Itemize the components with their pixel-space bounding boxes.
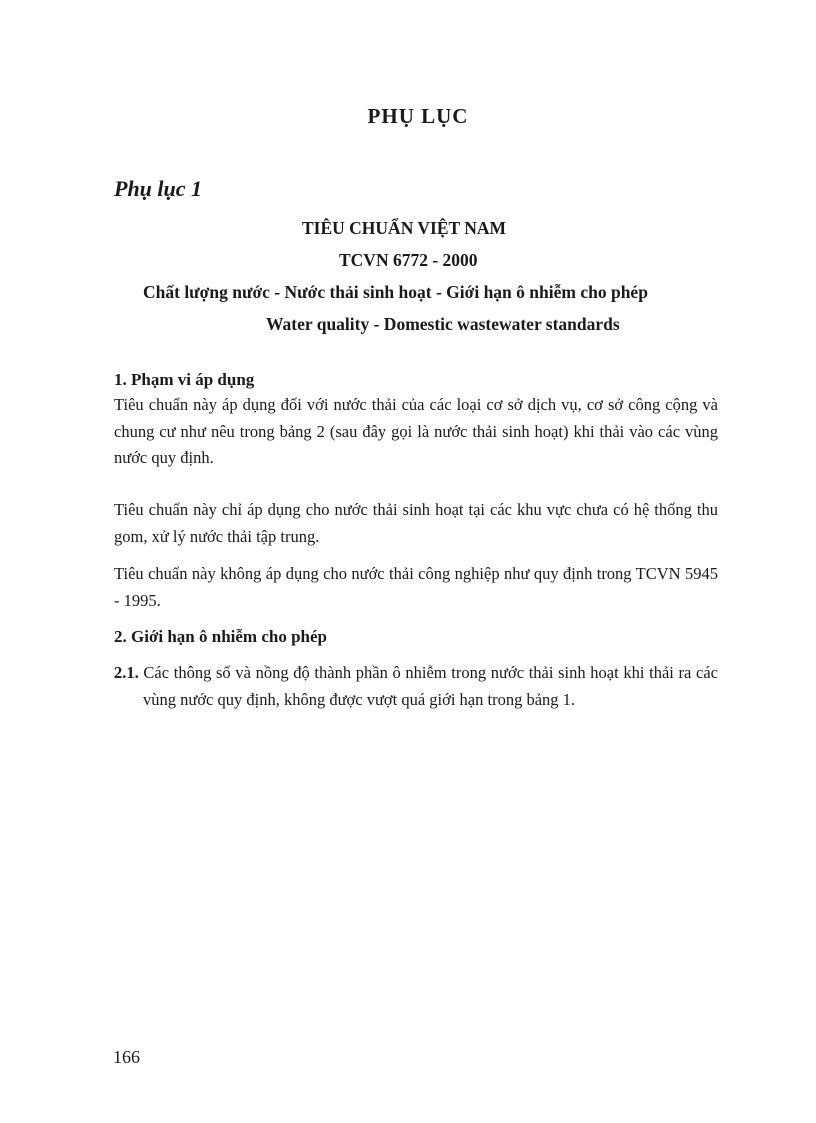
section-1-paragraph: Tiêu chuẩn này không áp dụng cho nước thải công nghiệp như quy định trong TCVN 5945 - 1995.	[114, 564, 718, 610]
section-2-heading: 2. Giới hạn ô nhiễm cho phép	[114, 627, 327, 646]
page-title: PHỤ LỤC	[367, 104, 469, 128]
section-1-paragraph: Tiêu chuẩn này chỉ áp dụng cho nước thải sinh hoạt tại các khu vực chưa có hệ thống thu gom, xử lý nước thải tập trung.	[114, 500, 718, 546]
standard-title-vietnamese: Chất lượng nước - Nước thải sinh hoạt - Giới hạn ô nhiễm cho phép	[143, 282, 648, 302]
section-1-heading: 1. Phạm vi áp dụng	[114, 370, 255, 389]
section-2-item	[114, 660, 718, 713]
standard-title-english: Water quality - Domestic wastewater standards	[266, 314, 620, 334]
item-number: 2.1.	[114, 663, 144, 682]
item-text: Các thông số và nồng độ thành phần ô nhiễm trong nước thải sinh hoạt khi thải ra các vùng nước quy định, không được vượt quá giới hạn trong bảng 1.	[143, 663, 719, 709]
page-number: 166	[113, 1047, 140, 1067]
standard-organization: TIÊU CHUẨN VIỆT NAM	[302, 218, 507, 238]
section-1-paragraph: Tiêu chuẩn này áp dụng đối với nước thải của các loại cơ sở dịch vụ, cơ sở công cộng và chung cư như nêu trong bảng 2 (sau đây gọi là nước thải sinh hoạt) khi thải vào các vùng nước quy định.	[114, 395, 718, 467]
standard-code: TCVN 6772 - 2000	[339, 250, 478, 270]
appendix-label: Phụ lục 1	[114, 176, 203, 201]
